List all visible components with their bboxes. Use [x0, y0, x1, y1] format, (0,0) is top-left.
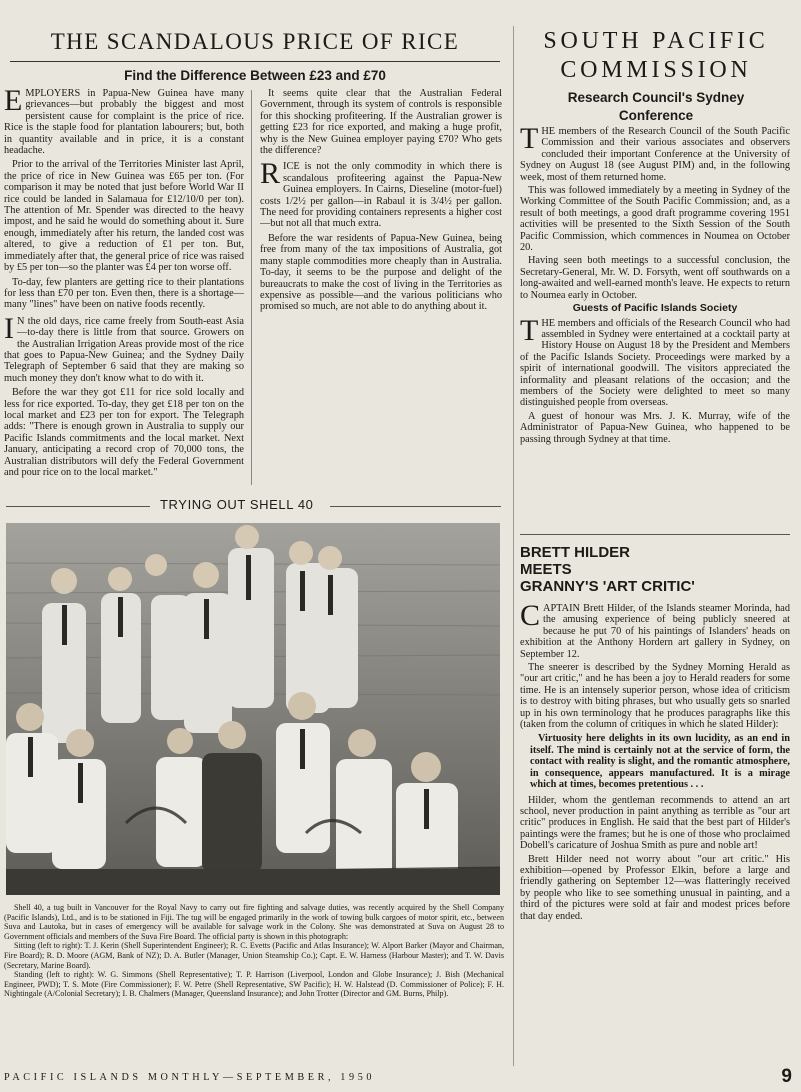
spc-paragraph-4 — [520, 313, 790, 409]
brett-article-headline — [520, 544, 790, 595]
spc-paragraph-4-text: HE members and officials of the Research Council who had assembled in Sydney were entertained at a cocktail party at History House on August 18 by the President and Members of the Pacific Islands Society. Proceedings were marked by a spirit of international goodwill. The visitors appreciated the informality and pleasant relations of the occasion; and the members of the Society were delighted to meet so many distinguished people from overseas. — [520, 317, 790, 409]
rice-article-header — [4, 27, 506, 83]
spc-article-body — [520, 126, 790, 536]
drop-cap: C — [520, 603, 541, 632]
drop-cap: I — [4, 311, 14, 345]
photo-section — [0, 493, 505, 897]
rice-paragraph-7 — [260, 157, 502, 230]
brett-paragraph-1-text: APTAIN Brett Hilder, of the Islands steamer Morinda, had the amusing experience of being publicly sneered at because he put 70 of his paintings of Islanders' heads on exhibition at the Anthony Hordern art gallery in Sydney, on September 12. — [520, 603, 790, 660]
brett-critic-quote: Virtuosity here delights in its own lucidity, as an end in itself. The mind is certainly not at the service of form, the contact with reality is slight, and the romantic atmosphere, in consequence, appears manufactured. It is a mirage which at times, becomes pretentious . . . — [530, 733, 790, 791]
caption-paragraph-1: Shell 40, a tug built in Vancouver for the Royal Navy to carry out fire fighting and salvage duties, was recently acquired by the Shell Company (Pacific Islands), Ltd., and is to be stationed in Fiji. The tug will be engaged primarily in the work of towing bulk cargoes of motor spirit, etc., between Suva and Lautoka, but in cases of emergency will be available for salvage work in the Colony. She was demonstrated at Suva on August 28 to Government officials and members of the Suva Fire Board. The official party is shown in this photograph: — [4, 903, 504, 941]
caption-paragraph-3: Standing (left to right): W. G. Simmons (Shell Representative); T. P. Harrison (Liverpool, London and Globe Insurance); J. Bish (Mechanical Engineer, PWD); T. S. Mote (Fire Commissioner); F. W. Petre (Shell Representative, SW Pacific); H. W. Halstead (D. Commissioner of Police); F. H. Nightingale (A/Colonial Secretary); I. B. Chalmers (Manager, Queensland Insurance); and John Trotter (Director and GM. Burns, Philp). — [4, 970, 504, 999]
spc-subtitle-line-2: Conference — [618, 108, 694, 123]
column-divider — [251, 90, 252, 485]
page-number: 9 — [781, 1066, 792, 1087]
spc-paragraph-2: This was followed immediately by a meeting in Sydney of the Working Committee of the South Pacific Commission; and, as a result of both meetings, a good draft programme covering 1951 activities will be presented to the Sixth Session of the South Pacific Commission, which commences in Noumea on October 20. — [520, 185, 790, 254]
brett-paragraph-3: Hilder, whom the gentleman recommends to attend an art school, never production in paint anything as terrible as "our art critic" produces in English. He said that the best part of Hilder's paintings were the frames; but he is one of those who proclaimed Dobell's caricature of Joshua Smith as pure and noble art! — [520, 794, 790, 852]
rice-paragraph-1 — [4, 88, 244, 156]
spc-paragraph-1 — [520, 126, 790, 183]
brett-headline-line-2: MEETS — [520, 561, 572, 578]
photo-heading: TRYING OUT SHELL 40 — [160, 497, 314, 512]
drop-cap: T — [520, 126, 539, 155]
drop-cap: T — [520, 313, 539, 347]
photo-caption — [4, 903, 504, 1065]
column-divider — [513, 26, 514, 1066]
spc-subhead: Guests of Pacific Islands Society — [572, 302, 738, 315]
caption-paragraph-2: Sitting (left to right): T. J. Kerin (Shell Superintendent Engineer); R. C. Evetts (Pacific and Atlas Insurance); W. Alport Barker (Mayor and Chairman, Fire Board); R. D. Moore (AGM, Bank of NZ); D. A. Butler (Manager, Union Steamship Co.); Capt. E. W. Harness (Harbour Master); and T. W. Davis (Secretary, Marine Board). — [4, 941, 504, 970]
spc-paragraph-3: Having seen both meetings to a successful conclusion, the Secretary-General, Mr. W. D. Forsyth, went off southwards on a long-awaited and well-earned month's leave. He expects to return to Noumea early in October. — [520, 255, 790, 301]
spc-subtitle-line-1: Research Council's Sydney — [567, 90, 745, 105]
photo-illustration — [6, 523, 500, 895]
brett-paragraph-1 — [520, 603, 790, 660]
section-rule — [520, 534, 790, 535]
brett-paragraph-4: Brett Hilder need not worry about "our art critic." His exhibition—opened by Professor Elkin, before a large and friendly gathering on September 12—was flatteringly received by people who like to see something unusual in painting, and a third of the pictures were sold at fair and modest prices before that day ended. — [520, 853, 790, 922]
drop-cap: R — [260, 157, 281, 191]
spc-paragraph-1-text: HE members of the Research Council of the South Pacific Commission and their various associates and observers concluded their important Conference at the University of Sydney on August 18 (see August PIM) and, in the following week, most of them returned home. — [520, 126, 790, 183]
rice-column-2 — [260, 88, 502, 486]
rice-paragraph-6: It seems quite clear that the Australian Federal Government, through its system of controls is responsible for this shocking profiteering. If the Australian grower is getting £23 for rice exported, and making a huge profit, why is the New Guinea employer paying £70? Who gets the difference? — [260, 88, 502, 157]
rice-column-1 — [4, 88, 244, 486]
group-photograph — [6, 523, 500, 895]
spc-paragraph-5: A guest of honour was Mrs. J. K. Murray, wife of the Administrator of Papua-New Guinea, who happened to be passing through Sydney at that time. — [520, 410, 790, 445]
rice-paragraph-3: To-day, few planters are getting rice to their plantations for less than £70 per ton. Even then, there is a shortage—many "lines" have been on native foods recently. — [4, 276, 244, 311]
page-footer — [4, 1066, 794, 1088]
drop-cap: E — [4, 88, 23, 117]
rice-paragraph-2: Prior to the arrival of the Territories Minister last April, the price of rice in New Guinea was £65 per ton. (For comparison it may be noted that just before World War II rice could be landed in Salamaua for £12/10/0 per ton). The attention of Mr. Spender was directed to the heavy impost, and he said he would do something about it. Sure enough, immediately after his return, the landed cost was altered, to give a reduction of £1 per ton. But, immediately after that, the general price of rice was raised by £5 per ton—so the planter was £4 per ton worse off. — [4, 159, 244, 274]
rice-paragraph-1-text: MPLOYERS in Papua-New Guinea have many grievances—but probably the biggest and most persistent cause for complaint is the price of rice. Rice is the staple food for plantation labourers; but, both in quantity available and in price, it is a constant headache. — [4, 88, 244, 157]
rice-article-subtitle: Find the Difference Between £23 and £70 — [124, 68, 386, 83]
spc-article-header — [520, 27, 792, 124]
rice-paragraph-5-start: Before the war they got £11 for rice sold locally and less for rice exported. To-day, they get £18 per ton on the local market and £23 per ton for export. The Telegraph adds: "There is enough grown in Australia to supply our Pacific Islands commitments and the local market. Next January, anticipating a record crop of 70,000 tons, the Australian distributors will defy the Federal Government and pour rice on to the local market." — [4, 387, 244, 478]
footer-publication-line: PACIFIC ISLANDS MONTHLY—SEPTEMBER, 1950 — [4, 1072, 376, 1083]
rice-paragraph-8: Before the war residents of Papua-New Guinea, being free from many of the tax impositions of Australia, got many staple commodities more cheaply than in Australia. To-day, it seems to be the purpose and delight of the bureaucrats to make the cost of living in the Territories as expensive as possible—and the various politicians who promised so much, are not able to do anything about it. — [260, 232, 502, 313]
title-rule — [10, 61, 500, 62]
brett-headline-line-3: GRANNY'S 'ART CRITIC' — [520, 578, 695, 595]
rice-article-title: THE SCANDALOUS PRICE OF RICE — [50, 29, 460, 54]
rice-paragraph-7-text: ICE is not the only commodity in which there is scandalous profiteering against the Papua-New Guinea employers. In Cairns, Dieseline (motor-fuel) costs 1/2½ per gallon—in Rabaul it is 3/4½ per gallon. The need for providing containers represents a higher cost—but not all that much extra. — [260, 161, 502, 230]
spc-title-line-2: COMMISSION — [560, 57, 752, 83]
rice-paragraph-4 — [4, 311, 244, 384]
spc-title-line-1: SOUTH PACIFIC — [543, 28, 769, 54]
brett-headline-line-1: BRETT HILDER — [520, 544, 630, 561]
rice-article-body — [4, 88, 506, 486]
brett-paragraph-2: The sneerer is described by the Sydney Morning Herald as "our art critic," and he has been a joy to Herald readers for some time. He is an intensely superior person, whose idea of criticism is to destroy with biting phrases, but who usually gets so snarled up in his own terminology that he produces paragraphs like this (taken from the column of critiques in which he slated Hilder): — [520, 662, 790, 731]
rice-paragraph-4-text: N the old days, rice came freely from South-east Asia—to-day there is little from that source. Growers on the Australian Irrigation Areas provide most of the rice that goes to Papua-New Guinea; and the Sydney Daily Telegraph of September 6 said that they are making so much money they don't know what to do with it. — [4, 315, 244, 384]
brett-article-body — [520, 603, 790, 1063]
